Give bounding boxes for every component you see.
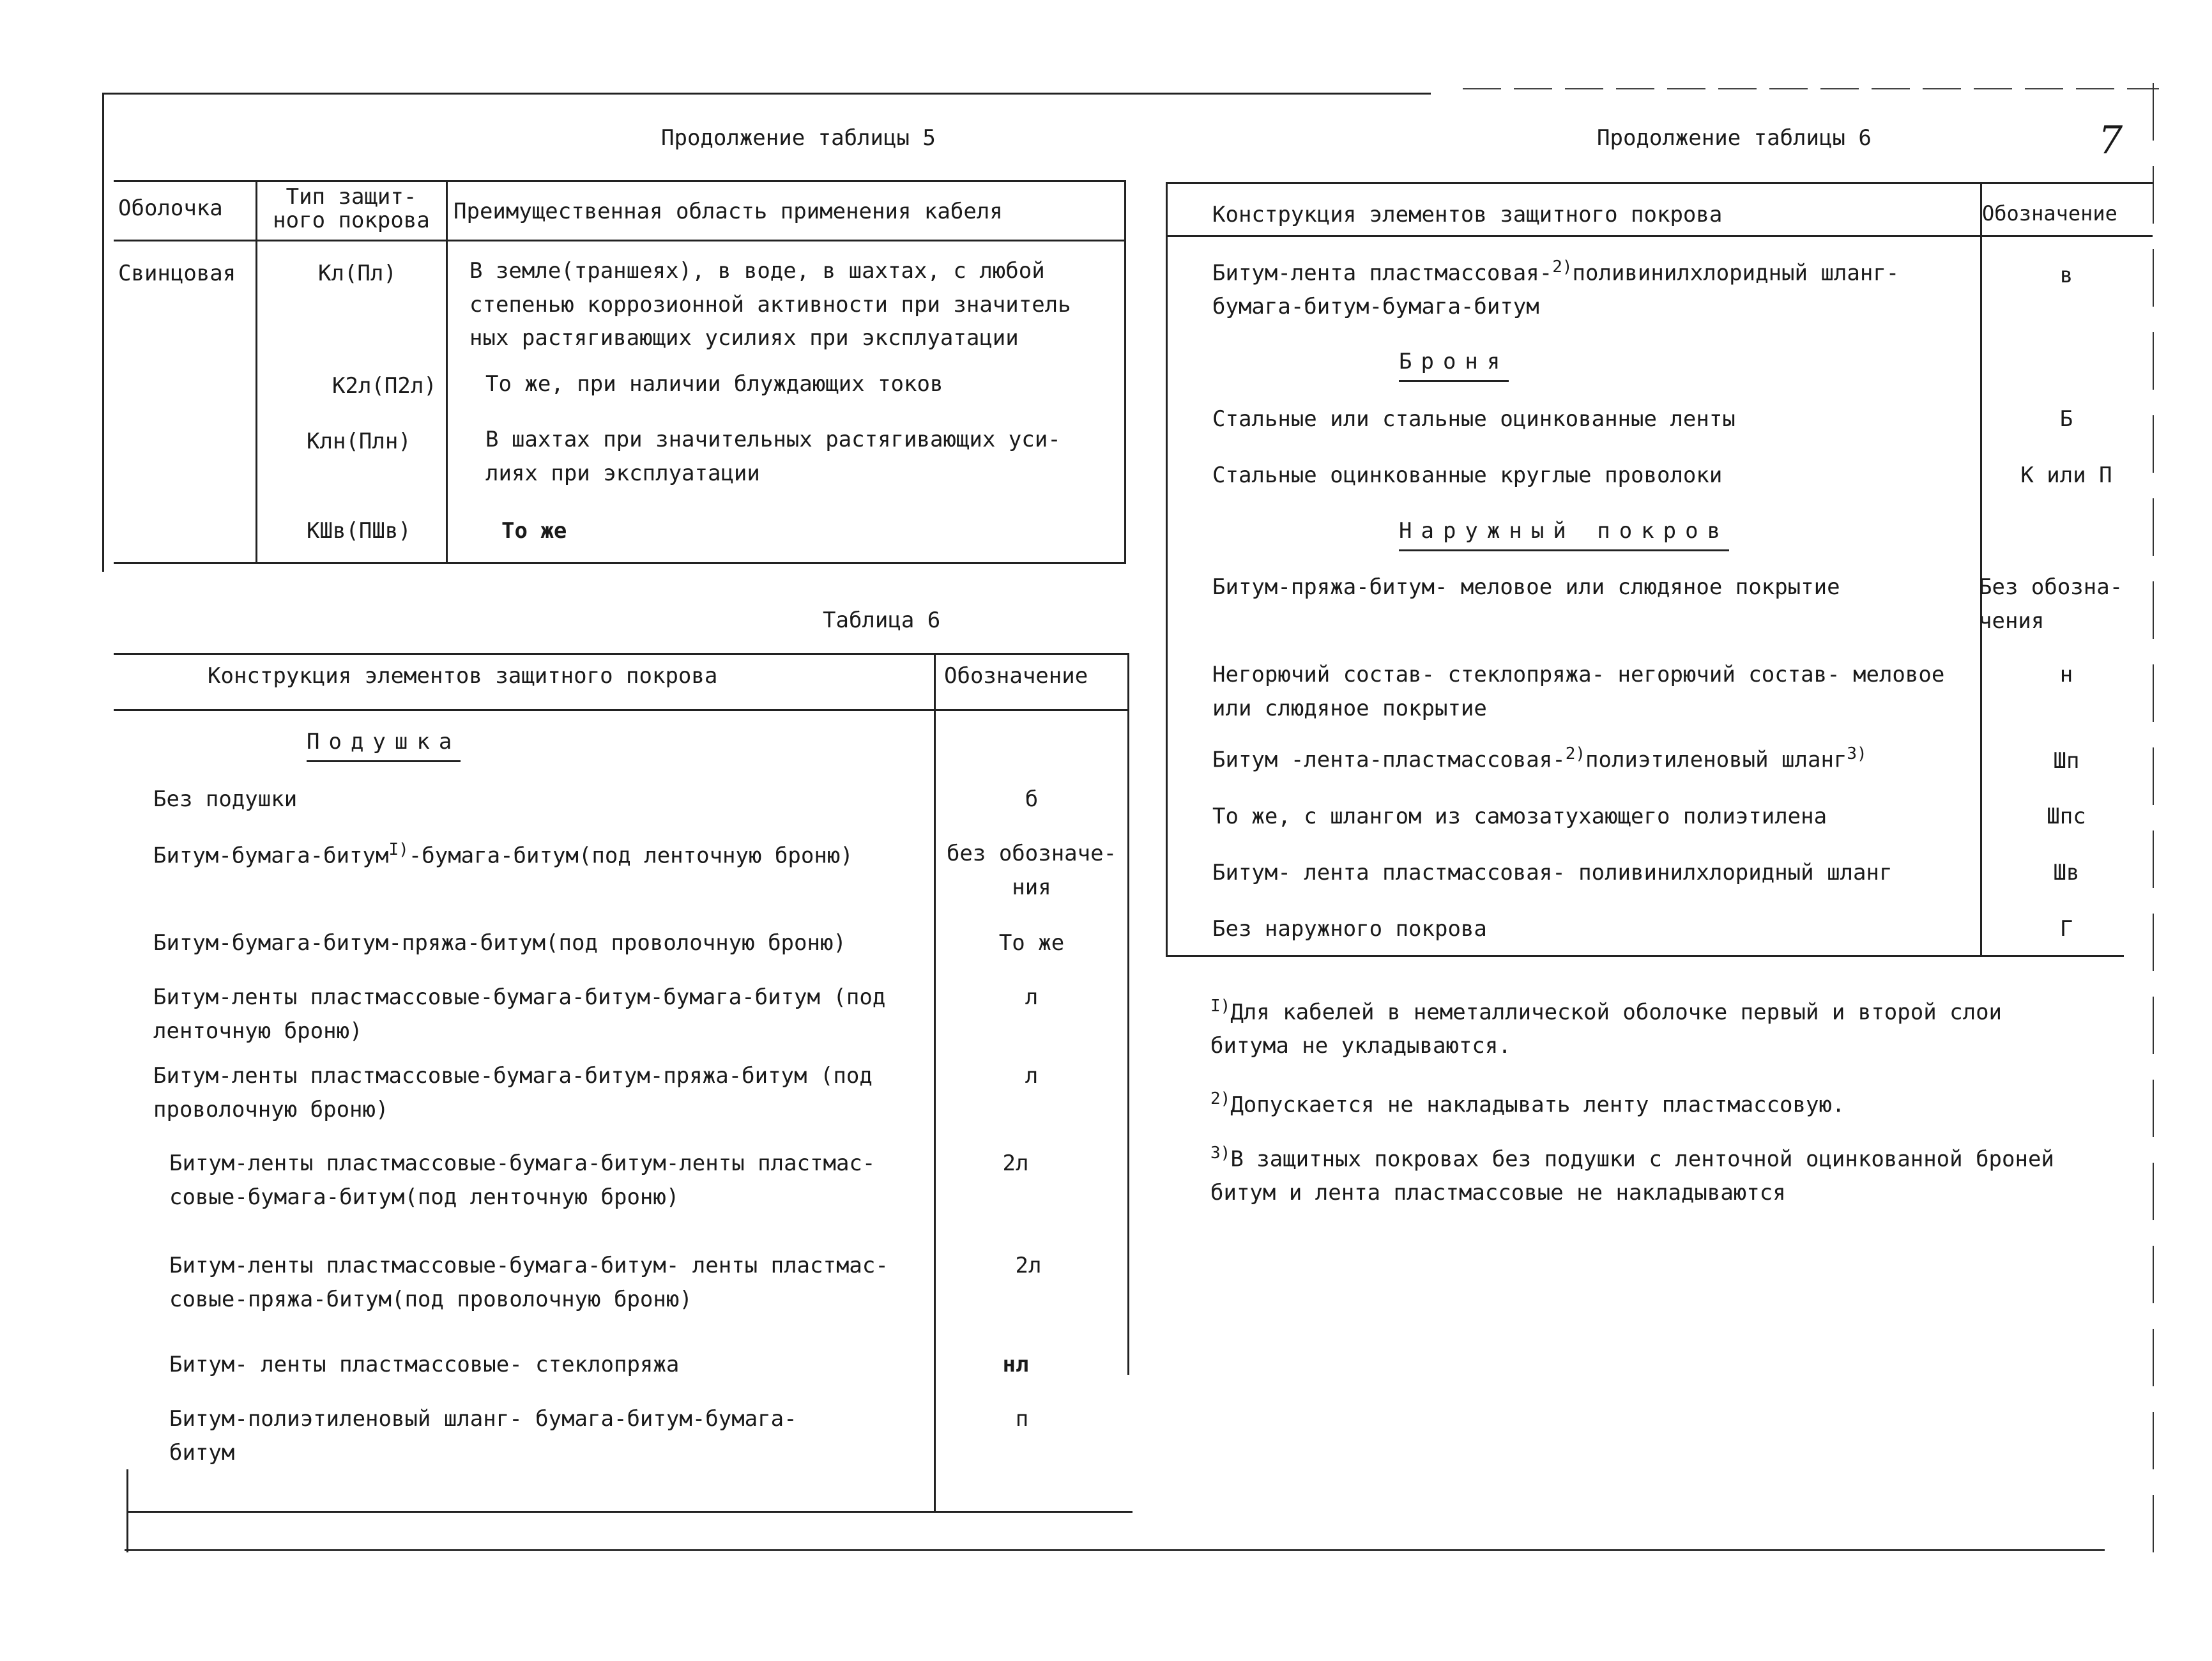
table6-bottom-border [126,1511,1133,1513]
table6-header-border [114,709,1129,711]
table6-row7-text: Битум-ленты пластмассовые-бумага-битум- ленты пластмас- совые-пряжа-битум(под проволочную броню) [169,1253,889,1312]
footnote-1 [1210,993,2060,1063]
table6-row3-code: То же [998,930,1065,956]
footnote-2 [1210,1086,2060,1122]
table6-row6-text: Битум-ленты пластмассовые-бумага-битум-ленты пластмас- совые-бумага-битум(под ленточную броню) [169,1151,876,1210]
table6-cont-header-construction: Конструкция элементов защитного покрова [1212,202,1723,227]
table6-top-border [114,653,1129,655]
frame-bottom-line [125,1549,2105,1551]
table5-header-type: Тип защит- ного покрова [273,184,430,234]
table5-row2-type: К2л(П2л) [332,373,437,399]
table5-row3-type: Клн(Плн) [307,429,411,454]
table6-row6-code: 2л [1002,1151,1029,1176]
frame-right-line [2153,83,2154,1552]
table6-row9-code: п [1015,1406,1029,1432]
table5-header-border [114,240,1126,241]
table6-row7-code: 2л [1015,1253,1042,1278]
table5-top-border [114,180,1126,182]
table6-cont-outer3-text-b: полиэтиленовый шланг [1585,747,1847,773]
table6-header-construction: Конструкция элементов защитного покрова [208,663,718,689]
table6-row5-code: л [1025,1063,1039,1089]
table6-cont-col-border [1980,182,1982,956]
table5-row3-text: В шахтах при значительных растягивающих уси- лиях при эксплуатации [485,427,1061,486]
table6-cont-outer5-code: Шв [2053,860,2080,885]
table6-cont-caption: Продолжение таблицы 6 [1597,125,1872,151]
table6-row4-text: Битум-ленты пластмассовые-бумага-битум-бумага-битум (под ленточную броню) [153,984,886,1044]
table5-col2-border [446,180,448,563]
table6-cont-outer2-text: Негорючий состав- стеклопряжа- негорючий состав- меловое или слюдяное покрытие [1212,662,1945,721]
table5-row4-type: КШв(ПШв) [307,518,411,544]
table5-right-border [1124,180,1126,563]
footnote-3-text: В защитных покровах без подушки с ленточной оцинкованной броней битум и лента пластмассовые не накладываются [1210,1146,2054,1206]
footnote-ref-2: 2) [1552,257,1573,277]
table6-cont-header-border [1166,235,2153,237]
table6-row2-code: без обозначе- ния [946,841,1117,900]
table6-cont-outer1-code: Без обозна- чения [1979,574,2123,634]
table5-caption: Продолжение таблицы 5 [661,125,936,151]
footnote-1-text: Для кабелей в неметаллической оболочке первый и второй слои битума не укладываются. [1210,999,2002,1059]
table6-cont-row1-text [1212,254,1966,324]
table5-row1-text: В земле(траншеях), в воде, в шахтах, с любой степенью коррозионной активности при значитель ных растягивающих усилиях при эксплуатации [469,258,1071,351]
table6-cont-left-border [1166,182,1168,956]
table6-cont-armor1-text: Стальные или стальные оцинкованные ленты [1212,406,1735,432]
table6-row5-text: Битум-ленты пластмассовые-бумага-битум-пряжа-битум (под проволочную броню) [153,1063,873,1122]
table5-bottom-border [114,562,1126,564]
table5-header-area: Преимущественная область применения кабеля [454,199,1003,224]
table6-row3-text: Битум-бумага-битум-пряжа-битум(под проволочную броню) [153,930,846,956]
table6-right-border [1127,653,1129,1375]
table5-sheath-value: Свинцовая [118,261,236,286]
table5-header-sheath: Оболочка [118,195,223,221]
table6-row2-text [153,837,853,873]
table6-cont-header-designation: Обозначение [1982,201,2117,226]
table5-row2-text: То же, при наличии блуждающих токов [485,371,943,397]
table6-cont-outer4-text: То же, с шлангом из самозатухающего полиэтилена [1212,804,1827,829]
footnote-ref-3: 3) [1847,744,1867,763]
page-number: 7 [2098,118,2123,163]
table6-cont-row1-text-a: Битум-лента пластмассовая- [1212,260,1553,286]
footnote-2-mark: 2) [1210,1089,1231,1108]
table6-cont-outer1-text: Битум-пряжа-битум- меловое или слюдяное покрытие [1212,574,1840,600]
footnote-1-mark: I) [1210,997,1231,1016]
table6-cont-outer6-code: Г [2059,916,2073,942]
footnote-2-text: Допускается не накладывать ленту пластмассовую. [1230,1092,1845,1118]
table6-cont-outer4-code: Шпс [2047,804,2086,829]
table6-cont-row1-code: в [2059,263,2073,288]
footnote-3-mark: 3) [1210,1144,1231,1163]
table6-section-cushion: Подушка [307,725,461,762]
table6-cont-section-armor: Броня [1399,345,1509,382]
table6-cont-section-outer: Наружный покров [1399,514,1729,551]
table6-cont-outer3-code: Шп [2053,748,2080,774]
table6-header-designation: Обозначение [944,663,1088,689]
table6-cont-armor1-code: Б [2059,406,2073,432]
table6-cont-outer3-text [1212,741,1867,777]
table6-cont-row1-text-b: поливинилхлоридный шланг- бумага-битум-бумага-битум [1212,260,1900,320]
table6-row1-text: Без подушки [153,786,298,812]
table6-cont-armor2-code: К или П [2020,463,2112,488]
table6-row4-code: л [1025,984,1039,1010]
frame-top-dashed [1463,88,2159,89]
table6-cont-outer6-text: Без наружного покрова [1212,916,1487,942]
table6-row2-text-a: Битум-бумага-битум [153,843,389,869]
table6-cont-armor2-text: Стальные оцинкованные круглые проволоки [1212,463,1723,488]
footnote-ref-1: I) [388,840,409,859]
footnote-3 [1210,1140,2060,1210]
footnote-ref-2b: 2) [1565,744,1585,763]
table6-cont-outer3-text-a: Битум -лента-пластмассовая- [1212,747,1566,773]
table6-cont-outer2-code: н [2059,662,2073,687]
frame-left-line [102,93,104,572]
table6-row2-text-b: -бумага-битум(под ленточную броню) [408,843,853,869]
table6-cont-outer5-text: Битум- лента пластмассовая- поливинилхлоридный шланг [1212,860,1893,885]
table5-row4-text: То же [501,518,567,544]
table6-cont-top-border [1166,182,2153,184]
table5-row1-type: Кл(Пл) [318,261,397,286]
table6-row1-code: б [1025,786,1039,812]
table6-title: Таблица 6 [823,608,941,633]
table6-row9-text: Битум-полиэтиленовый шланг- бумага-битум-бумага- битум [169,1406,797,1466]
frame-top-line [102,93,1431,95]
table6-row8-code: нл [1002,1352,1029,1377]
table5-col1-border [256,180,257,563]
table6-row8-text: Битум- ленты пластмассовые- стеклопряжа [169,1352,680,1377]
